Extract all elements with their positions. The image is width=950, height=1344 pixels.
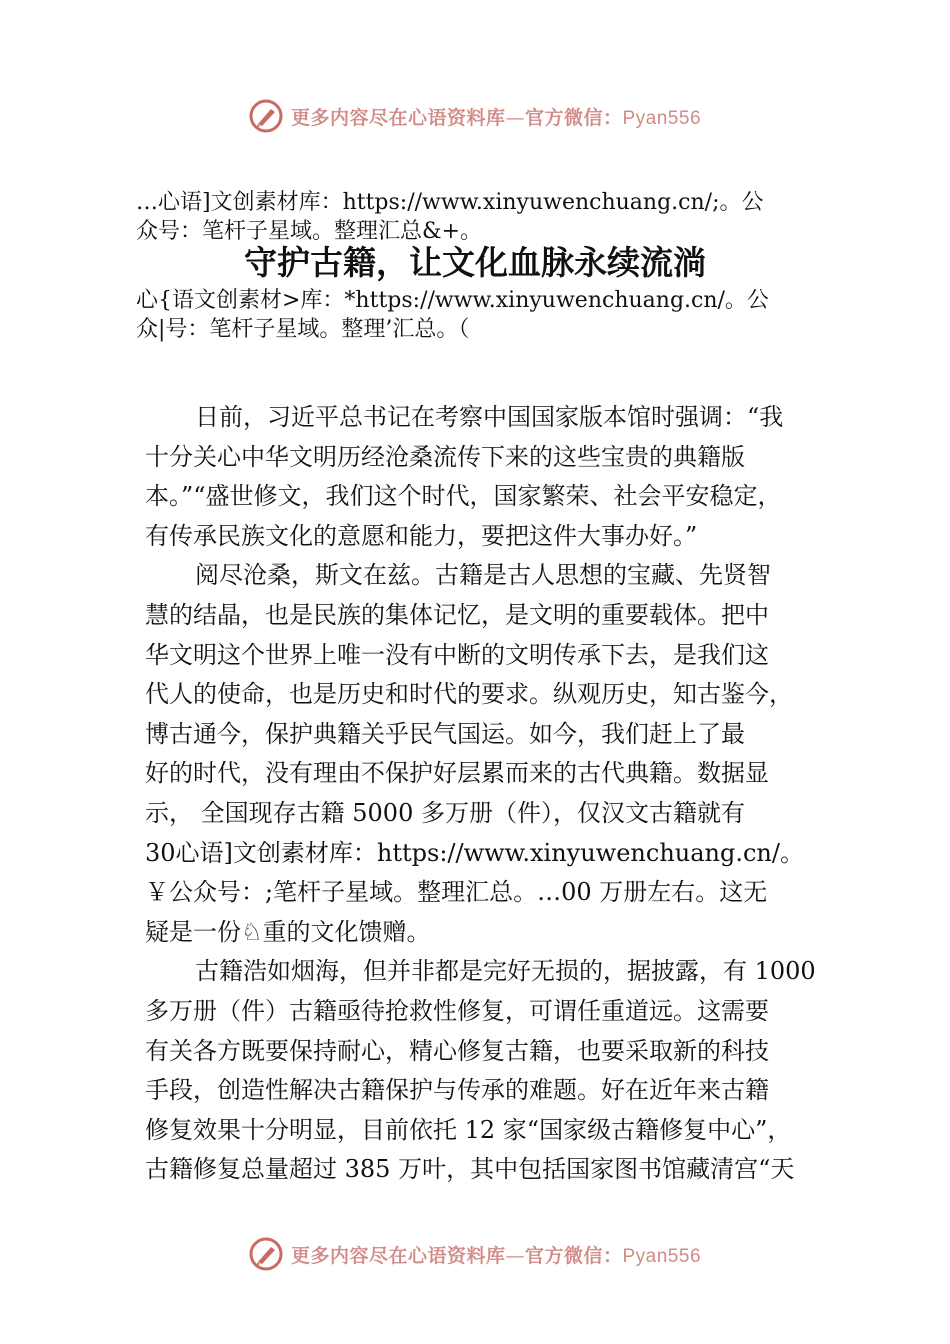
text-line: 30心语]文创素材库：https://www.xinyuwenchuang.cn/。	[145, 838, 804, 867]
text-line: 有传承民族文化的意愿和能力，要把这件大事办好。”	[145, 521, 698, 550]
text-line: 本。”“盛世修文，我们这个时代，国家繁荣、社会平安稳定，	[145, 482, 782, 511]
text-line: 代人的使命，也是历史和时代的要求。纵观历史，知古鉴今，	[145, 680, 793, 709]
banner-wechat-id: Pyan556	[622, 107, 702, 129]
banner-wechat-label: 官方微信：	[524, 1244, 623, 1267]
banner-wechat-label: 官方微信：	[524, 106, 623, 129]
banner-wechat-id: Pyan556	[622, 1245, 702, 1267]
header-watermark-line: …心语]文创素材库：https://www.xinyuwenchuang.cn/;。公	[136, 190, 764, 215]
header-watermark-line: 众|号：笔杆子星域。整理’汇总。（	[136, 317, 470, 342]
paragraph-1	[145, 398, 825, 556]
header-watermark-line: 众号：笔杆子星域。整理汇总&+。	[136, 219, 483, 244]
text-line: 慧的结晶，也是民族的集体记忆，是文明的重要载体。把中	[145, 600, 769, 629]
text-line: 疑是一份♘重的文化馈赠。	[145, 917, 431, 946]
pen-logo-icon	[249, 1237, 283, 1271]
text-line: 多万册（件）古籍亟待抢救性修复，可谓任重道远。这需要	[145, 996, 769, 1025]
header-banner	[0, 93, 950, 139]
footer-banner	[0, 1231, 950, 1277]
text-line: 古籍修复总量超过 385 万叶，其中包括国家图书馆藏清宫“天	[145, 1155, 795, 1184]
banner-dash: —	[505, 106, 525, 129]
banner-text	[291, 103, 701, 130]
header-watermark-bottom	[136, 286, 836, 344]
banner-cn-text: 更多内容尽在心语资料库	[290, 1244, 506, 1267]
text-line: 示， 全国现存古籍 5000 多万册（件），仅汉文古籍就有	[145, 798, 745, 827]
header-watermark-line: 心{语文创素材>库：*https://www.xinyuwenchuang.cn/。公	[136, 288, 769, 313]
text-line: 十分关心中华文明历经沧桑流传下来的这些宝贵的典籍版	[145, 442, 745, 471]
text-line: 好的时代，没有理由不保护好层累而来的古代典籍。数据显	[145, 759, 769, 788]
text-line: ￥公众号：;笔杆子星域。整理汇总。…00 万册左右。这无	[145, 878, 768, 907]
banner-cn-text: 更多内容尽在心语资料库	[290, 106, 506, 129]
text-line: 古籍浩如烟海，但并非都是完好无损的，据披露，有 1000	[195, 957, 816, 986]
paragraph-2	[145, 556, 825, 952]
header-watermark-top	[136, 188, 836, 246]
text-line: 手段，创造性解决古籍保护与传承的难题。好在近年来古籍	[145, 1076, 769, 1105]
text-line: 阅尽沧桑，斯文在兹。古籍是古人思想的宝藏、先贤智	[195, 561, 771, 590]
text-line: 日前，习近平总书记在考察中国国家版本馆时强调：“我	[195, 403, 784, 431]
text-line: 华文明这个世界上唯一没有中断的文明传承下去，是我们这	[145, 640, 769, 669]
banner-dash: —	[505, 1244, 525, 1267]
text-line: 有关各方既要保持耐心，精心修复古籍，也要采取新的科技	[145, 1036, 769, 1065]
banner-text	[291, 1241, 701, 1268]
text-line: 修复效果十分明显，目前依托 12 家“国家级古籍修复中心”，	[145, 1115, 792, 1144]
pen-logo-icon	[249, 99, 283, 133]
article-body	[145, 398, 825, 1190]
paragraph-3	[145, 952, 825, 1190]
document-title: 守护古籍，让文化血脉永续流淌	[244, 243, 706, 282]
text-line: 博古通今，保护典籍关乎民气国运。如今，我们赶上了最	[145, 719, 745, 748]
